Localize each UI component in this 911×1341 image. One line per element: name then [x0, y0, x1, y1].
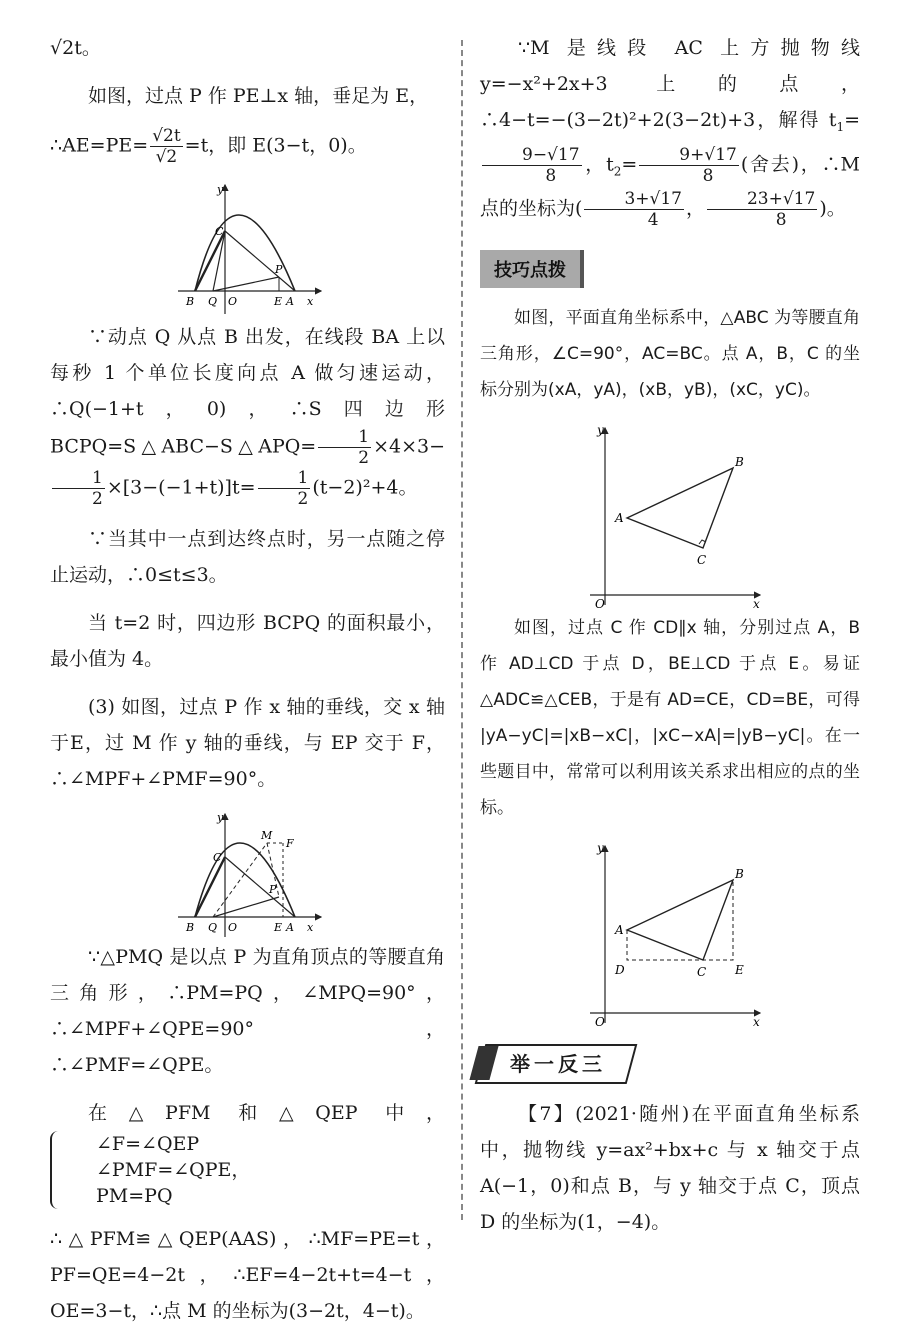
left-p0: √2t。 [50, 37, 101, 59]
tip-tag: 技巧点拨 [480, 250, 584, 288]
fig4-label-e: E [735, 963, 744, 978]
frac-my-num: 23+√17 [707, 189, 817, 210]
fig1-label-q: Q [207, 295, 217, 308]
left-p7: ∵△PMQ 是以点 P 为直角顶点的等腰直角三角形，∴PM=PQ，∠MPQ=90°，∴∠MPF+∠QPE=90°，∴∠PMF=∠QPE。 [50, 946, 445, 1076]
fig4-label-b: B [735, 867, 744, 882]
fig1-label-c: C [214, 225, 223, 238]
fig2-label-a: A [285, 921, 294, 934]
segment-bc [195, 231, 225, 291]
left-p5: 当 t=2 时，四边形 BCPQ 的面积最小，最小值为 4。 [50, 612, 445, 670]
sys-line-3: PM=PQ [96, 1185, 173, 1207]
left-p3 [50, 319, 445, 509]
dashed-rectangle [627, 880, 733, 960]
left-p4: ∵当其中一点到达终点时，另一点随之停止运动，∴0≤t≤3。 [50, 528, 445, 586]
left-p3-end: (t−2)²+4。 [312, 476, 418, 499]
frac-half-1-num: 1 [318, 427, 371, 448]
fig1-label-o: O [227, 295, 237, 308]
fig2-label-e: E [273, 921, 282, 934]
left-column [50, 30, 445, 1341]
right-p1: ∵M 是线段 AC 上方抛物线 y=−x²+2x+3 上的点，∴4−t=−(3−2t)²+2(3−2t)+3，解得 $t_1=$ $\frac{9-√17}{8}$ ，$t_2=$ $\frac{9+√17}{8}$ (舍去)，∴M 点的坐标为( $\frac{3+√17}{4}$ ， $\frac{23+√17}{8}$ )。 [480, 37, 861, 231]
right-p1-tail: (舍去)，∴M 点的坐标为 [480, 153, 861, 220]
triangle-abc [627, 880, 733, 960]
fig4-label-a: A [615, 923, 624, 938]
fig1-label-y: y [216, 183, 223, 196]
frac-half-3-den: 2 [297, 489, 309, 509]
fig1-label-e: E [273, 295, 282, 308]
right-p4: 【7】(2021·随州)在平面直角坐标系中，抛物线 y=ax²+bx+c 与 x 轴交于点 A(−1，0)和点 B，与 y 轴交于点 C，顶点 D 的坐标为(1，−4)。 [480, 1103, 860, 1234]
example-tag [480, 1044, 630, 1082]
segment-qp [213, 897, 279, 917]
fig4-label-d: D [615, 963, 625, 978]
fig1-label-a: A [285, 295, 294, 308]
fig1-label-p: P [274, 263, 282, 276]
frac-half-1 [318, 427, 371, 468]
frac-ae-num: √2t [152, 126, 181, 146]
frac-my-den: 8 [775, 210, 787, 231]
left-p3-mid: ×4×3− [373, 435, 445, 458]
fig4-label-o: O [595, 1015, 605, 1029]
frac-mx [584, 189, 684, 230]
right-p1-text: ∵M 是线段 AC 上方抛物线 y=−x²+2x+3 上的点，∴4−t=−(3−2t)²+2(3−2t)+3，解得 t [480, 37, 860, 131]
left-p2 [50, 126, 445, 167]
fig3-label-b: B [735, 455, 744, 470]
triangle-abc [627, 468, 733, 548]
frac-mx-den: 4 [647, 210, 659, 231]
column-divider [461, 40, 463, 1220]
right-p3: 如图，过点 C 作 CD∥x 轴，分别过点 A，B 作 AD⊥CD 于点 D，BE⊥CD 于点 E。易证△ADC≌△CEB，于是有 AD=CE，CD=BE，可得 |yA−yC|=|xB−xC|，|xC−xA|=|yB−yC|。在一些题目中，常常可以利用该关系求出相应的点的坐标。 [480, 618, 860, 819]
right-p2: 如图，平面直角坐标系中，△ABC 为等腰直角三角形，∠C=90°，AC=BC。点 A，B，C 的坐标分别为(xA，yA)，(xB，yB)，(xC，yC)。 [480, 308, 860, 401]
fig3-label-c: C [697, 553, 707, 568]
left-p3-mid2: ×[3−(−1+t)]t= [106, 476, 256, 499]
fig2-label-o: O [227, 921, 237, 934]
frac-half-2-den: 2 [92, 489, 103, 509]
frac-ae-den: √2 [155, 147, 178, 167]
left-p8-pre: 在△PFM 和△QEP 中， [88, 1102, 445, 1124]
left-p2-pre: ∴AE=PE= [50, 134, 149, 157]
left-p1: 如图，过点 P 作 PE⊥x 轴，垂足为 E， [88, 85, 429, 107]
right-column [480, 30, 860, 1252]
frac-mx-num: 3+√17 [584, 189, 684, 210]
fig3-label-o: O [595, 597, 605, 611]
frac-half-2-num: 1 [52, 468, 105, 489]
example-tag-label: 举一反三 [510, 1052, 606, 1077]
frac-t1 [482, 145, 582, 186]
left-p8 [50, 1095, 445, 1209]
fig2-label-m: M [260, 829, 272, 842]
left-p9: ∴△PFM≌△QEP(AAS)，∴MF=PE=t，PF=QE=4−2t，∴EF=4−2t+t=4−t，OE=3−t，∴点 M 的坐标为(3−2t，4−t)。 [50, 1228, 445, 1322]
frac-t2 [639, 145, 739, 186]
fig4-label-x: x [753, 1015, 760, 1029]
fig1-label-x: x [306, 295, 313, 308]
frac-t2-den: 8 [702, 165, 714, 186]
fig2-label-x: x [306, 921, 313, 934]
frac-ae [150, 126, 182, 167]
fig4-label-c: C [697, 965, 707, 980]
frac-half-3-num: 1 [258, 468, 311, 489]
fig2-label-p: P [268, 883, 276, 896]
segment-cq [213, 231, 225, 291]
left-p3-text: ∵动点 Q 从点 B 出发，在线段 BA 上以每秒 1 个单位长度向点 A 做匀速运动，∴Q(−1+t，0)，∴S四边形BCPQ=S△ABC−S△APQ= [50, 326, 445, 458]
fig3-label-a: A [615, 511, 624, 526]
fig4-label-y: y [597, 841, 604, 856]
frac-t2-num: 9+√17 [639, 145, 739, 166]
segment-bc [195, 857, 225, 917]
fig1-label-b: B [185, 295, 194, 308]
left-p2-post: =t，即 E(3−t，0)。 [184, 134, 367, 157]
sys-line-2: ∠PMF=∠QPE， [96, 1159, 251, 1181]
frac-t1-num: 9−√17 [482, 145, 582, 166]
fig3-label-x: x [753, 597, 760, 611]
fig2-label-c: C [212, 851, 221, 864]
frac-half-3 [258, 468, 311, 509]
figure-4 [575, 838, 765, 1028]
segment-ca [225, 231, 295, 291]
segment-qp [213, 277, 279, 291]
frac-half-1-den: 2 [358, 448, 370, 468]
figure-2 [173, 809, 323, 939]
figure-1 [173, 179, 323, 319]
figure-3 [575, 420, 765, 610]
sys-line-1: ∠F=∠QEP [96, 1133, 200, 1155]
equation-system [50, 1131, 250, 1209]
fig3-label-y: y [597, 423, 604, 438]
left-p6: (3) 如图，过点 P 作 x 轴的垂线，交 x 轴于E，过 M 作 y 轴的垂线，与 EP 交于 F，∴∠MPF+∠PMF=90°。 [50, 696, 445, 790]
fig2-label-f: F [285, 837, 294, 850]
frac-half-2 [52, 468, 105, 509]
parabola [195, 215, 295, 291]
fig2-label-b: B [185, 921, 194, 934]
fig2-label-q: Q [207, 921, 217, 934]
frac-t1-den: 8 [545, 165, 557, 186]
frac-my [707, 189, 817, 230]
parabola [195, 843, 295, 917]
fig2-label-y: y [216, 811, 223, 824]
